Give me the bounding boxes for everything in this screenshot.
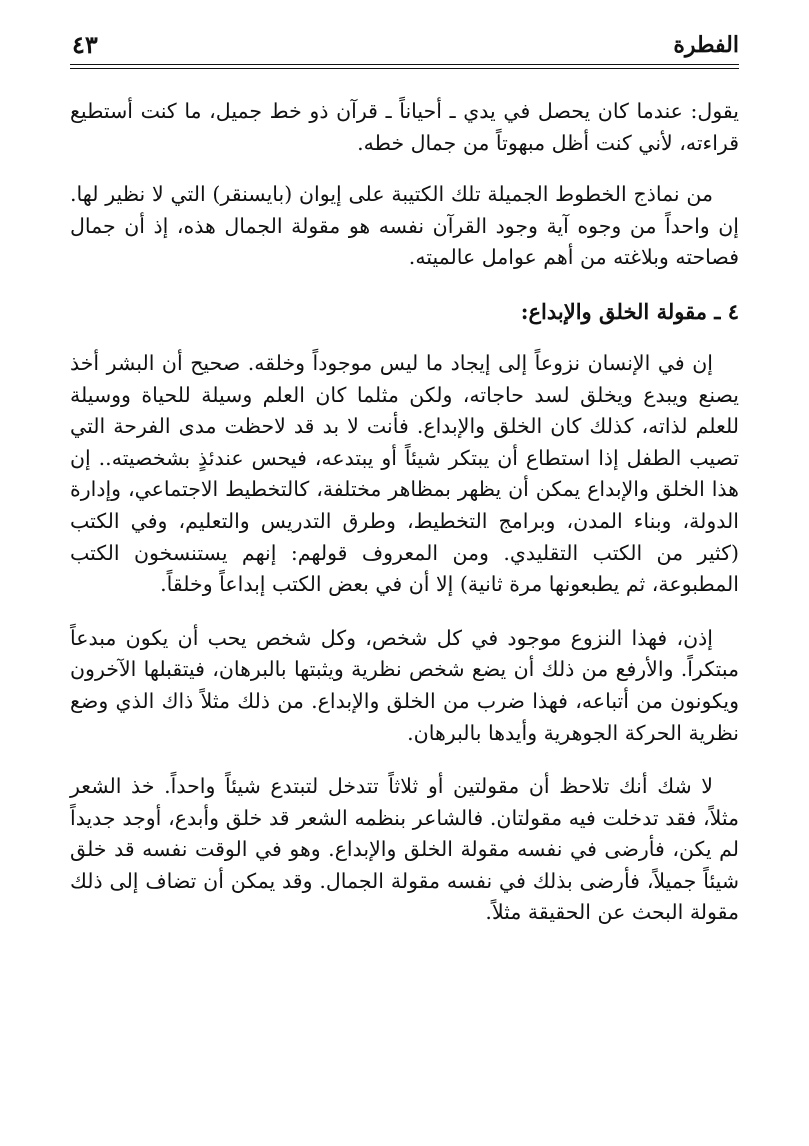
paragraph-poetry: لا شك أنك تلاحظ أن مقولتين أو ثلاثاً تتدخل لتبتدع شيئاً واحداً. خذ الشعر مثلاً، فقد تدخلت فيه مقولتان. فالشاعر بنظمه الشعر قد خلق وأبدع، أوجد جديداً لم يكن، فأرضى في نفسه مقولة الخلق والإبداع. وهو في الوقت نفسه قد خلق شيئاً جميلاً، فأرضى بذلك في نفسه مقولة الجمال. وقد يمكن أن تضاف إلى ذلك مقولة البحث عن الحقيقة مثلاً.	[70, 774, 739, 925]
chapter-title: الفطرة	[673, 32, 739, 58]
page-body	[70, 96, 739, 929]
paragraph-quote: يقول: عندما كان يحصل في يدي ـ أحياناً ـ قرآن ذو خط جميل، ما كنت أستطيع قراءته، لأني كنت أظل مبهوتاً من جمال خطه.	[70, 99, 739, 155]
page-number: ٤٣	[72, 30, 98, 59]
paragraph-spacer	[70, 328, 739, 348]
paragraph-spacer	[70, 601, 739, 623]
paragraph-spacer	[70, 159, 739, 179]
paragraph-spacer	[70, 274, 739, 296]
paragraph-spacer	[70, 749, 739, 771]
running-header	[72, 28, 739, 62]
paragraph-calligraphy: من نماذج الخطوط الجميلة تلك الكتيبة على إيوان (بايسنقر) التي لا نظير لها. إن واحداً من وجوه آية وجود القرآن نفسه هو مقولة الجمال هذه، إذ أن جمال فصاحته وبلاغته من أهم عوامل عالميته.	[70, 182, 739, 270]
paragraph-innovation: إذن، فهذا النزوع موجود في كل شخص، وكل شخص يحب أن يكون مبدعاً مبتكراً. والأرفع من ذلك أن يضع شخص نظرية ويثبتها بالبرهان، فيتقبلها الآخرون ويكونون من أتباعه، فهذا ضرب من الخلق والإبداع. من ذلك مثلاً ذاك الذي وضع نظرية الحركة الجوهرية وأيدها بالبرهان.	[70, 625, 739, 745]
header-rule-top	[70, 64, 739, 65]
section-heading: ٤ ـ مقولة الخلق والإبداع:	[520, 298, 739, 324]
header-rule-bottom	[70, 68, 739, 69]
paragraph-creation: إن في الإنسان نزوعاً إلى إيجاد ما ليس موجوداً وخلقه. صحيح أن البشر أخذ يصنع ويبدع ويخلق لسد حاجاته، ولكن مثلما كان العلم وسيلة للحياة ووسيلة للعلم لذاته، كذلك كان الخلق والإبداع. فأنت لا بد قد لاحظت مدى الفرحة التي تصيب الطفل إذا استطاع أن يبتكر شيئاً أو يبتدعه، فيحس عندئذٍ بشخصيته.. إن هذا الخلق والإبداع يمكن أن يظهر بمظاهر مختلفة، كالتخطيط الاجتماعي، وإدارة الدولة، وبناء المدن، وبرامج التخطيط، وطرق التدريس والتعليم، وفي الكتب (كثير من الكتب التقليدي. ومن المعروف قولهم: إنهم يستنسخون الكتب المطبوعة، ثم يطبعونها مرة ثانية) إلا أن في بعض الكتب إبداعاً وخلقاً.	[70, 350, 739, 597]
